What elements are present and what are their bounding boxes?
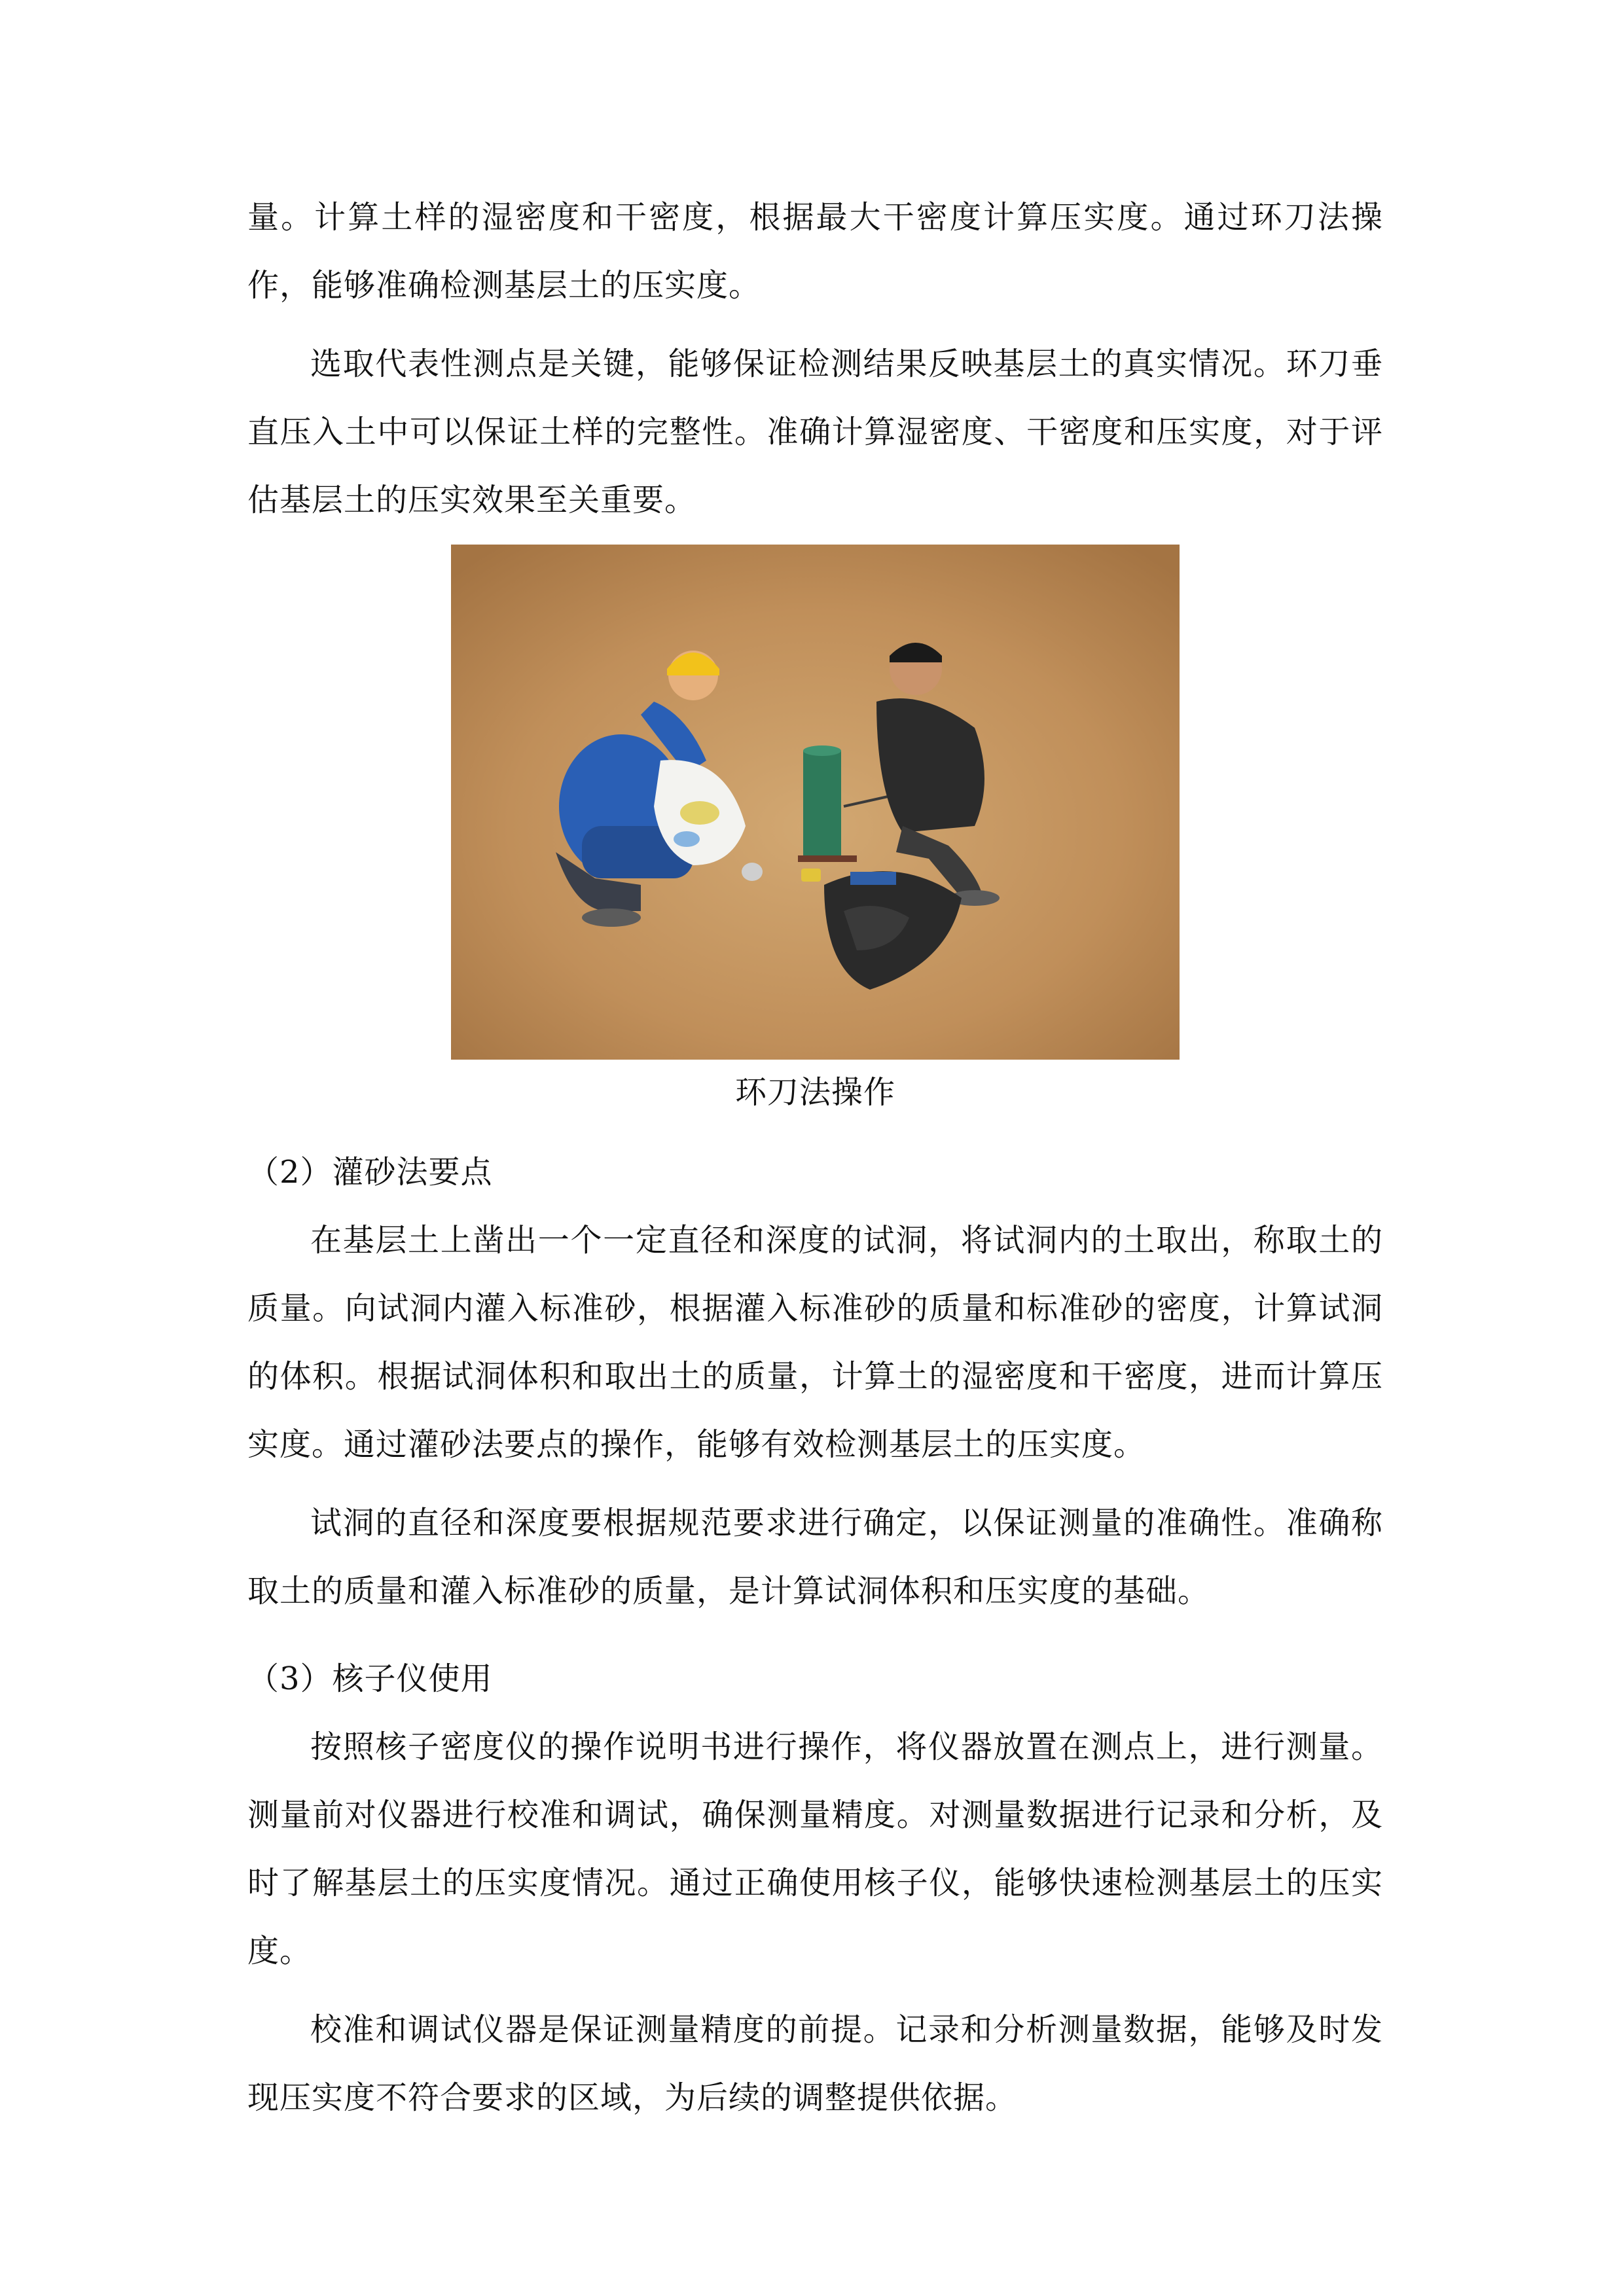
paragraph-continuation: 量。计算土样的湿密度和干密度，根据最大干密度计算压实度。通过环刀法操作，能够准确检测基层土的压实度。 [247, 199, 1383, 304]
photo-ring-knife-operation [451, 545, 1180, 1060]
paragraph-nuclear-gauge-steps: 按照核子密度仪的操作说明书进行操作，将仪器放置在测点上，进行测量。测量前对仪器进行校准和调试，确保测量精度。对测量数据进行记录和分析，及时了解基层土的压实度情况。通过正确使用核子仪，能够快速检测基层土的压实度。 [247, 1729, 1383, 1969]
paragraph-sand-cone-notes: 试洞的直径和深度要根据规范要求进行确定，以保证测量的准确性。准确称取土的质量和灌入标准砂的质量，是计算试洞体积和压实度的基础。 [247, 1505, 1383, 1609]
figure-caption: 环刀法操作 [734, 1074, 895, 1111]
photo-illustration [451, 545, 1180, 1060]
paragraph-nuclear-gauge-notes: 校准和调试仪器是保证测量精度的前提。记录和分析测量数据，能够及时发现压实度不符合要求的区域，为后续的调整提供依据。 [247, 2011, 1383, 2116]
paragraph-sampling-points: 选取代表性测点是关键，能够保证检测结果反映基层土的真实情况。环刀垂直压入土中可以保证土样的完整性。准确计算湿密度、干密度和压实度，对于评估基层土的压实效果至关重要。 [247, 346, 1383, 518]
document-page [247, 183, 1383, 2132]
figure-ring-knife [247, 545, 1383, 1119]
heading-nuclear-gauge: （3）核子仪使用 [247, 1660, 493, 1697]
heading-sand-cone: （2）灌砂法要点 [247, 1154, 493, 1191]
paragraph-sand-cone-steps: 在基层土上凿出一个一定直径和深度的试洞，将试洞内的土取出，称取土的质量。向试洞内灌入标准砂，根据灌入标准砂的质量和标准砂的密度，计算试洞的体积。根据试洞体积和取出土的质量，计算土的湿密度和干密度，进而计算压实度。通过灌砂法要点的操作，能够有效检测基层土的压实度。 [247, 1222, 1383, 1463]
